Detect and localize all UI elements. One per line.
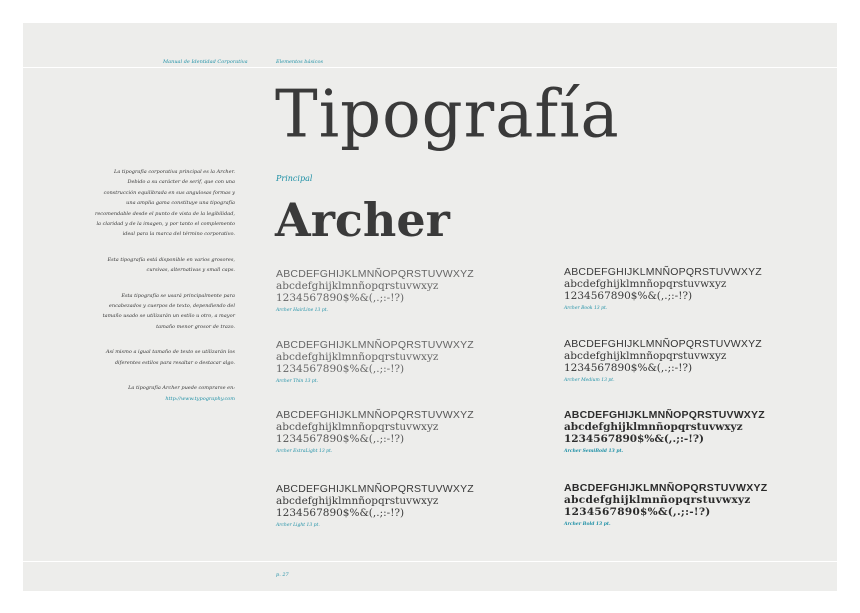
footer-divider — [23, 561, 837, 562]
specimen-uppercase: ABCDEFGHIJKLMNÑOPQRSTUVWXYZ — [276, 339, 474, 351]
text-line: Esta tipografía se usará principalmente para — [121, 292, 235, 299]
specimen-uppercase: ABCDEFGHIJKLMNÑOPQRSTUVWXYZ — [564, 409, 765, 421]
text-line: una amplia gama constituye una tipografía — [126, 200, 235, 207]
sidebar-paragraph-2 — [83, 255, 235, 276]
text-line: La tipografía corporativa principal es la Archer. — [114, 169, 235, 175]
subtitle-principal: Principal — [276, 174, 313, 183]
specimen-caption: Archer HairLine 13 pt. — [276, 308, 328, 313]
specimen-thin — [276, 339, 526, 384]
specimen-uppercase: ABCDEFGHIJKLMNÑOPQRSTUVWXYZ — [564, 266, 762, 278]
specimen-uppercase: ABCDEFGHIJKLMNÑOPQRSTUVWXYZ — [564, 338, 762, 350]
page-title: Tipografía — [275, 77, 620, 153]
sidebar-paragraph-4 — [83, 347, 235, 368]
text-line: cursivas, alternativas y small caps. — [146, 267, 235, 274]
specimen-digits: 1234567890$%&(,.;:-!?) — [276, 433, 405, 445]
specimen-uppercase: ABCDEFGHIJKLMNÑOPQRSTUVWXYZ — [564, 482, 768, 494]
specimen-lowercase: abcdefghijklmnñopqrstuvwxyz — [564, 350, 727, 362]
specimen-digits: 1234567890$%&(,.;:-!?) — [564, 290, 693, 302]
specimen-semibold — [564, 409, 814, 454]
font-name-heading: Archer — [275, 193, 450, 247]
specimen-digits: 1234567890$%&(,.;:-!?) — [276, 292, 405, 304]
specimen-digits: 1234567890$%&(,.;:-!?) — [276, 507, 405, 519]
specimen-lowercase: abcdefghijklmnñopqrstuvwxyz — [276, 351, 439, 363]
text-line: tamaño usado se utilizarán un estilo u otro, a mayor — [102, 313, 235, 320]
specimen-caption: Archer Thin 13 pt. — [276, 379, 319, 384]
header-divider — [23, 67, 837, 68]
specimen-lowercase: abcdefghijklmnñopqrstuvwxyz — [564, 494, 751, 506]
text-line: recomendable desde el punto de vista de la legibilidad, — [94, 210, 235, 217]
text-line: encabezados y cuerpos de texto, dependiendo del — [108, 303, 235, 310]
specimen-lowercase: abcdefghijklmnñopqrstuvwxyz — [564, 421, 743, 433]
text-line: construcción equilibrada en sus angulosas formas y — [103, 189, 235, 196]
specimen-uppercase: ABCDEFGHIJKLMNÑOPQRSTUVWXYZ — [276, 483, 474, 495]
text-line: Esta tipografía está disponible en varios grosores, — [107, 256, 235, 263]
text-line: la claridad y de la imagen, y por tanto el complemento — [96, 221, 235, 228]
sidebar-description — [83, 167, 235, 419]
specimen-digits: 1234567890$%&(,.;:-!?) — [276, 363, 405, 375]
text-line: ideal para la marca del término corporativo. — [122, 231, 235, 238]
specimen-lowercase: abcdefghijklmnñopqrstuvwxyz — [276, 280, 439, 292]
text-line: diferentes estilos para resaltar o destacar algo. — [114, 359, 235, 366]
sidebar-paragraph-3 — [83, 291, 235, 333]
text-line: Debido a su carácter de serif, que con una — [127, 179, 235, 186]
specimen-caption: Archer Medium 13 pt. — [564, 378, 615, 383]
specimen-uppercase: ABCDEFGHIJKLMNÑOPQRSTUVWXYZ — [276, 268, 474, 280]
specimen-digits: 1234567890$%&(,.;:-!?) — [564, 506, 711, 518]
specimen-caption: Archer ExtraLight 13 pt. — [276, 449, 333, 454]
specimen-uppercase: ABCDEFGHIJKLMNÑOPQRSTUVWXYZ — [276, 409, 474, 421]
sidebar-paragraph-5 — [83, 383, 235, 404]
header-manual-title: Manual de Identidad Corporativa — [163, 59, 248, 65]
specimen-digits: 1234567890$%&(,.;:-!?) — [564, 362, 693, 374]
sidebar-paragraph-1 — [83, 167, 235, 240]
specimen-digits: 1234567890$%&(,.;:-!?) — [564, 433, 704, 445]
header-section-title: Elementos básicos — [276, 59, 324, 65]
specimen-book — [564, 266, 814, 311]
page-number: p. 27 — [276, 572, 289, 578]
specimen-light — [276, 483, 526, 528]
specimen-lowercase: abcdefghijklmnñopqrstuvwxyz — [276, 495, 439, 507]
specimen-lowercase: abcdefghijklmnñopqrstuvwxyz — [564, 278, 727, 290]
text-line: tamaño menor grosor de trazo. — [156, 323, 235, 330]
specimen-hairline — [276, 268, 526, 313]
document-page — [23, 23, 837, 591]
specimen-medium — [564, 338, 814, 383]
text-line: Así mismo a igual tamaño de texto se utilizarán los — [105, 349, 235, 356]
typography-link[interactable]: http://www.typography.com — [165, 395, 235, 402]
specimen-caption: Archer Bold 13 pt. — [564, 522, 611, 527]
specimen-caption: Archer Light 13 pt. — [276, 523, 320, 528]
specimen-caption: Archer Book 13 pt. — [564, 306, 608, 311]
text-line: La tipografía Archer puede comprarse en: — [128, 385, 235, 392]
specimen-caption: Archer SemiBold 13 pt. — [564, 449, 624, 454]
specimen-lowercase: abcdefghijklmnñopqrstuvwxyz — [276, 421, 439, 433]
specimen-bold — [564, 482, 814, 527]
specimen-extralight — [276, 409, 526, 454]
